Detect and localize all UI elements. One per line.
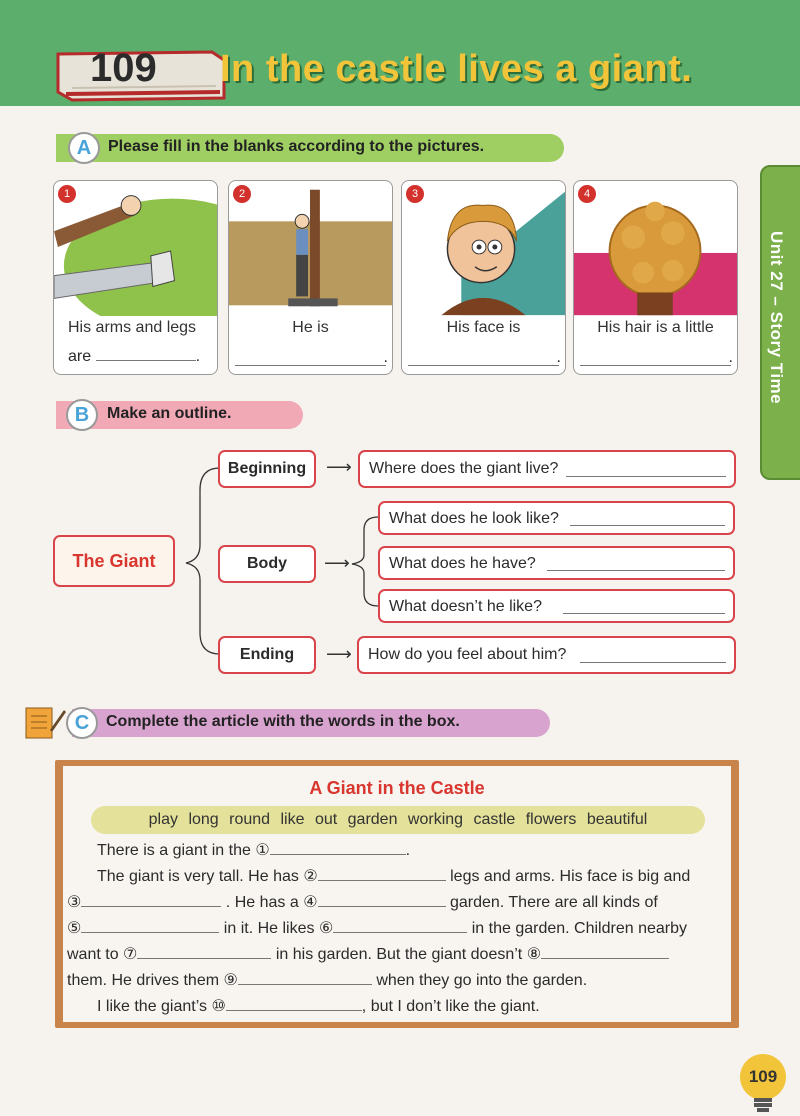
article-text: . He has a <box>225 894 299 911</box>
card-number: 4 <box>578 185 596 203</box>
article-text: in it. He likes <box>223 920 315 937</box>
article-text: them. He drives them <box>67 972 220 989</box>
article-text: in the garden. Children nearby <box>471 920 687 937</box>
article-text: There is a giant in the <box>97 842 251 859</box>
outline-center-box <box>53 535 175 587</box>
article-line <box>67 944 669 964</box>
section-c-letter: C <box>66 707 98 739</box>
article-text: want to <box>67 946 119 963</box>
blank-number: ⑧ <box>526 946 542 963</box>
card-number: 2 <box>233 185 251 203</box>
arrow-right-icon: ⟶ <box>324 553 350 573</box>
card-caption: He is <box>292 319 329 336</box>
page-title: In the castle lives a giant. <box>220 48 693 90</box>
article-text: . <box>405 842 411 859</box>
body-question-1: What does he look like? <box>389 510 559 527</box>
ending-box <box>218 636 316 674</box>
beginning-question-box[interactable] <box>358 450 736 488</box>
beginning-box <box>218 450 316 488</box>
answer-line[interactable] <box>566 476 726 477</box>
section-a-instruction: Please fill in the blanks according to the pictures. <box>108 138 485 155</box>
article-line <box>67 892 658 912</box>
article-text: I like the giant’s <box>97 998 207 1015</box>
article-line <box>67 918 687 938</box>
answer-line[interactable] <box>570 525 725 526</box>
article-title: A Giant in the Castle <box>309 778 485 798</box>
writing-icon <box>24 704 66 740</box>
answer-line[interactable] <box>580 662 726 663</box>
card-caption: His hair is a little <box>597 319 714 336</box>
body-question-box-3[interactable] <box>378 589 735 623</box>
caption-text: are <box>68 348 92 365</box>
article-panel <box>63 766 731 1022</box>
article-text: garden. There are all kinds of <box>449 894 658 911</box>
body-question-3: What doesn’t he like? <box>389 598 542 615</box>
bulb-base-icon <box>752 1098 774 1114</box>
article-blank-9[interactable] <box>238 971 372 985</box>
section-b-letter: B <box>66 399 98 431</box>
article-blank-8[interactable] <box>541 945 669 959</box>
answer-line[interactable] <box>563 613 725 614</box>
blank-number: ⑦ <box>123 946 138 963</box>
beginning-label: Beginning <box>227 460 307 477</box>
word-box: play long round like out garden working castle flowers beautiful <box>91 806 705 834</box>
article-line <box>67 970 587 990</box>
article-frame <box>55 760 739 1028</box>
article-blank-10[interactable] <box>226 997 362 1011</box>
article-line <box>97 840 410 860</box>
caption-period: . <box>556 349 561 366</box>
side-tab-label: Unit 27 – Story Time <box>767 231 786 405</box>
blank-number: ② <box>303 868 318 885</box>
section-a-letter: A <box>68 132 100 164</box>
body-question-2: What does he have? <box>389 555 536 572</box>
body-label: Body <box>247 555 287 572</box>
article-blank-3[interactable] <box>81 893 221 907</box>
caption-period: . <box>195 348 201 365</box>
blank-number: ⑤ <box>67 920 82 937</box>
section-b-instruction: Make an outline. <box>107 405 232 422</box>
card-number: 1 <box>58 185 76 203</box>
blank-number: ⑨ <box>223 972 238 989</box>
article-text: , but I don’t like the giant. <box>361 998 540 1015</box>
ending-label: Ending <box>239 646 295 663</box>
article-blank-7[interactable] <box>137 945 271 959</box>
answer-line[interactable] <box>547 570 725 571</box>
article-blank-5[interactable] <box>81 919 219 933</box>
body-question-box-2[interactable] <box>378 546 735 580</box>
article-blank-4[interactable] <box>318 893 446 907</box>
lesson-number: 109 <box>90 46 157 90</box>
article-blank-1[interactable] <box>270 841 406 855</box>
article-text: when they go into the garden. <box>376 972 588 989</box>
beginning-question: Where does the giant live? <box>369 460 559 477</box>
arrow-right-icon: ⟶ <box>326 644 352 664</box>
ending-question-box[interactable] <box>357 636 736 674</box>
outline-center-label: The Giant <box>72 551 156 571</box>
card-caption: His face is <box>446 319 521 336</box>
ending-question: How do you feel about him? <box>368 646 567 663</box>
arrow-right-icon: ⟶ <box>326 457 352 477</box>
blank-number: ④ <box>303 894 318 911</box>
section-c-instruction: Complete the article with the words in the box. <box>106 713 460 730</box>
article-blank-2[interactable] <box>318 867 446 881</box>
caption-text: His arms and legs <box>68 319 197 336</box>
body-box <box>218 545 316 583</box>
page-number: 109 <box>748 1067 778 1086</box>
article-text: legs and arms. His face is big and <box>450 868 691 885</box>
article-blank-6[interactable] <box>333 919 467 933</box>
body-question-box-1[interactable] <box>378 501 735 535</box>
caption-period: . <box>728 349 733 366</box>
article-line <box>97 996 540 1016</box>
blank-number: ⑥ <box>318 920 334 937</box>
article-text: in his garden. But the giant doesn’t <box>275 946 523 963</box>
page-number-bulb <box>740 1054 786 1100</box>
blank-number: ① <box>255 842 270 859</box>
caption-period: . <box>383 349 388 366</box>
blank-number: ③ <box>67 894 82 911</box>
article-text: The giant is very tall. He has <box>97 868 299 885</box>
article-line <box>97 866 690 886</box>
blank-number: ⑩ <box>211 998 226 1015</box>
card-number: 3 <box>406 185 424 203</box>
